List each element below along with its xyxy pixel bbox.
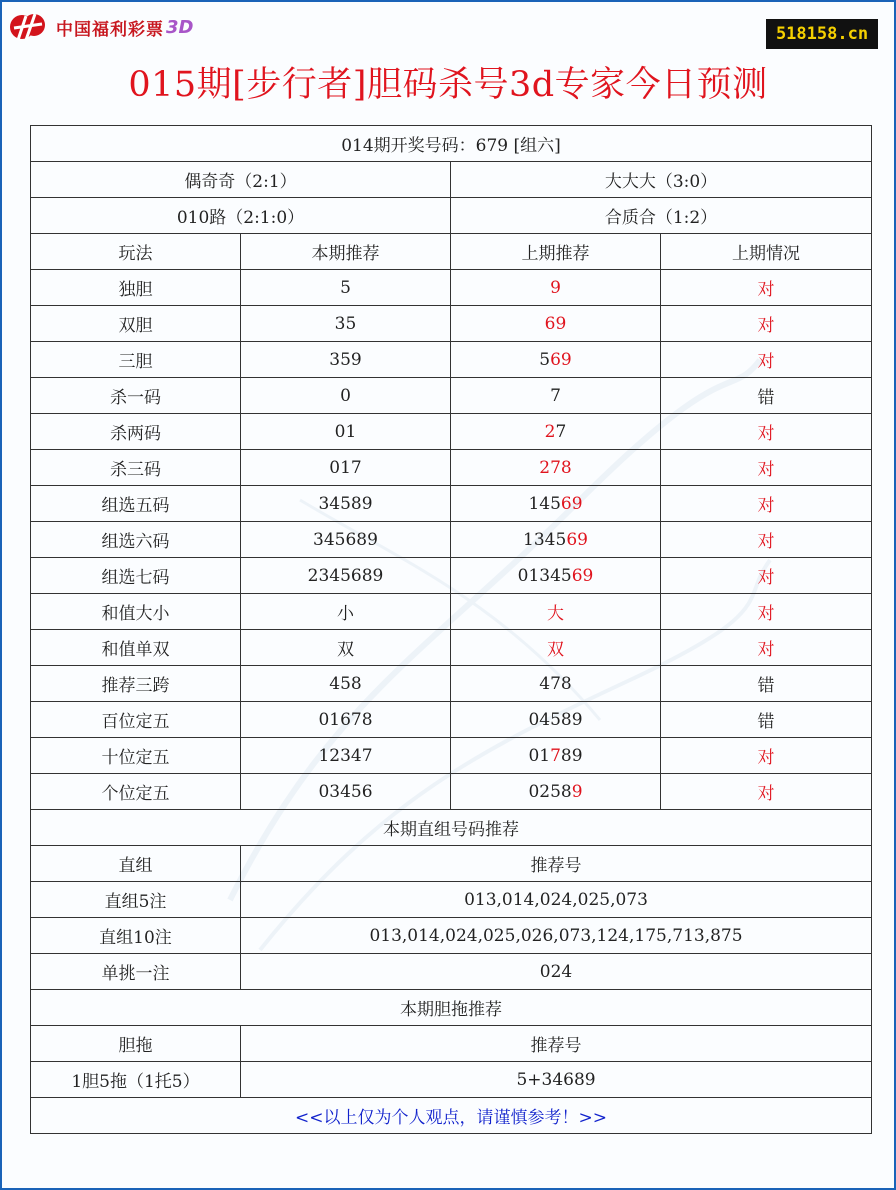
dantuo-col1: 胆拖 (31, 1026, 241, 1062)
current-recommendation: 03456 (241, 774, 451, 810)
col-header-current: 本期推荐 (241, 234, 451, 270)
current-recommendation: 345689 (241, 522, 451, 558)
prev-recommendation (451, 450, 661, 486)
dantuo-header-row (31, 1026, 872, 1062)
dantuo-col2: 推荐号 (241, 1026, 872, 1062)
miss-digits: 7 (555, 421, 567, 442)
draw-result: 014期开奖号码：679 [组六] (31, 126, 872, 162)
prev-recommendation (451, 486, 661, 522)
prediction-table (30, 125, 872, 1134)
prev-recommendation (451, 378, 661, 414)
table-row (31, 342, 872, 378)
method-name: 杀三码 (31, 450, 241, 486)
current-recommendation: 359 (241, 342, 451, 378)
hit-digits: 9 (550, 277, 561, 298)
direct-section-row (31, 810, 872, 846)
route-pattern: 010路（2:1:0） (31, 198, 451, 234)
welfare-lottery-logo-icon (8, 10, 48, 44)
direct-name: 单挑一注 (31, 954, 241, 990)
draw-result-row (31, 126, 872, 162)
miss-digits: 0258 (528, 781, 572, 802)
prev-status: 对 (661, 306, 872, 342)
hit-digits: 大 (547, 604, 564, 624)
column-header-row (31, 234, 872, 270)
miss-digits: 1345 (523, 529, 567, 550)
hit-digits: 2 (544, 421, 556, 442)
prev-recommendation (451, 738, 661, 774)
direct-value: 013,014,024,025,026,073,124,175,713,875 (241, 918, 872, 954)
prev-recommendation (451, 594, 661, 630)
current-recommendation: 双 (241, 630, 451, 666)
table-row (31, 270, 872, 306)
prime-pattern: 合质合（1:2） (451, 198, 872, 234)
dantuo-section-row (31, 990, 872, 1026)
odd-even-pattern: 偶奇奇（2:1） (31, 162, 451, 198)
prev-recommendation (451, 414, 661, 450)
table-row (31, 702, 872, 738)
prev-recommendation (451, 342, 661, 378)
table-row (31, 450, 872, 486)
method-name: 十位定五 (31, 738, 241, 774)
prev-recommendation (451, 522, 661, 558)
prev-status: 对 (661, 774, 872, 810)
logo-text: 中国福利彩票 (56, 19, 164, 40)
miss-digits: 478 (539, 673, 572, 694)
table-row (31, 522, 872, 558)
miss-digits: 5 (539, 349, 551, 370)
prev-status: 对 (661, 414, 872, 450)
current-recommendation: 01678 (241, 702, 451, 738)
prev-status: 对 (661, 486, 872, 522)
prev-recommendation (451, 270, 661, 306)
footer-note: <<以上仅为个人观点，请谨慎参考！>> (31, 1098, 872, 1134)
miss-digits: 89 (560, 745, 583, 766)
miss-digits: 01345 (517, 565, 572, 586)
table-row (31, 486, 872, 522)
direct-col1: 直组 (31, 846, 241, 882)
prev-status: 错 (661, 378, 872, 414)
dantuo-value: 5+34689 (241, 1062, 872, 1098)
direct-value: 024 (241, 954, 872, 990)
hit-digits: 69 (560, 493, 583, 514)
table-row (31, 558, 872, 594)
method-name: 杀两码 (31, 414, 241, 450)
dantuo-section-title: 本期胆拖推荐 (31, 990, 872, 1026)
current-recommendation: 5 (241, 270, 451, 306)
direct-section-title: 本期直组号码推荐 (31, 810, 872, 846)
method-name: 杀一码 (31, 378, 241, 414)
col-header-method: 玩法 (31, 234, 241, 270)
method-name: 和值大小 (31, 594, 241, 630)
col-header-prev: 上期推荐 (451, 234, 661, 270)
table-row (31, 918, 872, 954)
miss-digits: 04589 (528, 709, 583, 730)
hit-digits: 双 (547, 640, 564, 660)
current-recommendation: 小 (241, 594, 451, 630)
table-row (31, 306, 872, 342)
footer-row (31, 1098, 872, 1134)
prev-status: 对 (661, 270, 872, 306)
method-name: 独胆 (31, 270, 241, 306)
current-recommendation: 35 (241, 306, 451, 342)
prev-recommendation (451, 666, 661, 702)
col-header-status: 上期情况 (661, 234, 872, 270)
prev-status: 对 (661, 594, 872, 630)
current-recommendation: 2345689 (241, 558, 451, 594)
current-recommendation: 458 (241, 666, 451, 702)
prev-status: 错 (661, 666, 872, 702)
prev-status: 对 (661, 738, 872, 774)
table-row (31, 378, 872, 414)
prev-recommendation (451, 306, 661, 342)
direct-name: 直组5注 (31, 882, 241, 918)
method-name: 组选六码 (31, 522, 241, 558)
method-name: 组选五码 (31, 486, 241, 522)
direct-value: 013,014,024,025,073 (241, 882, 872, 918)
table-row (31, 594, 872, 630)
pattern-row-2 (31, 198, 872, 234)
method-name: 双胆 (31, 306, 241, 342)
table-row (31, 954, 872, 990)
current-recommendation: 017 (241, 450, 451, 486)
hit-digits: 69 (566, 529, 588, 550)
prev-recommendation (451, 630, 661, 666)
site-badge: 518158.cn (766, 19, 878, 49)
method-name: 和值单双 (31, 630, 241, 666)
current-recommendation: 12347 (241, 738, 451, 774)
prev-status: 对 (661, 630, 872, 666)
direct-header-row (31, 846, 872, 882)
prev-recommendation (451, 702, 661, 738)
prev-recommendation (451, 774, 661, 810)
method-name: 个位定五 (31, 774, 241, 810)
direct-col2: 推荐号 (241, 846, 872, 882)
miss-digits: 01 (528, 745, 551, 766)
table-row (31, 414, 872, 450)
table-row (31, 630, 872, 666)
prev-status: 对 (661, 450, 872, 486)
table-row (31, 738, 872, 774)
big-small-pattern: 大大大（3:0） (451, 162, 872, 198)
hit-digits: 9 (571, 781, 583, 802)
miss-digits: 7 (550, 385, 561, 406)
pattern-row-1 (31, 162, 872, 198)
method-name: 推荐三跨 (31, 666, 241, 702)
prev-status: 对 (661, 342, 872, 378)
table-row (31, 1062, 872, 1098)
hit-digits: 278 (539, 457, 572, 478)
hit-digits: 69 (550, 349, 572, 370)
current-recommendation: 34589 (241, 486, 451, 522)
prev-status: 对 (661, 522, 872, 558)
hit-digits: 7 (550, 745, 561, 766)
table-row (31, 882, 872, 918)
prev-status: 对 (661, 558, 872, 594)
method-name: 百位定五 (31, 702, 241, 738)
table-row (31, 666, 872, 702)
prev-recommendation (451, 558, 661, 594)
hit-digits: 69 (544, 313, 567, 334)
current-recommendation: 0 (241, 378, 451, 414)
method-name: 组选七码 (31, 558, 241, 594)
current-recommendation: 01 (241, 414, 451, 450)
lottery-logo (8, 10, 193, 44)
logo-3d: 3D (166, 16, 194, 38)
hit-digits: 69 (571, 565, 594, 586)
prev-status: 错 (661, 702, 872, 738)
method-name: 三胆 (31, 342, 241, 378)
direct-name: 直组10注 (31, 918, 241, 954)
page-title: 015期[步行者]胆码杀号3d专家今日预测 (128, 65, 768, 105)
table-row (31, 774, 872, 810)
miss-digits: 145 (528, 493, 561, 514)
dantuo-name: 1胆5拖（1托5） (31, 1062, 241, 1098)
